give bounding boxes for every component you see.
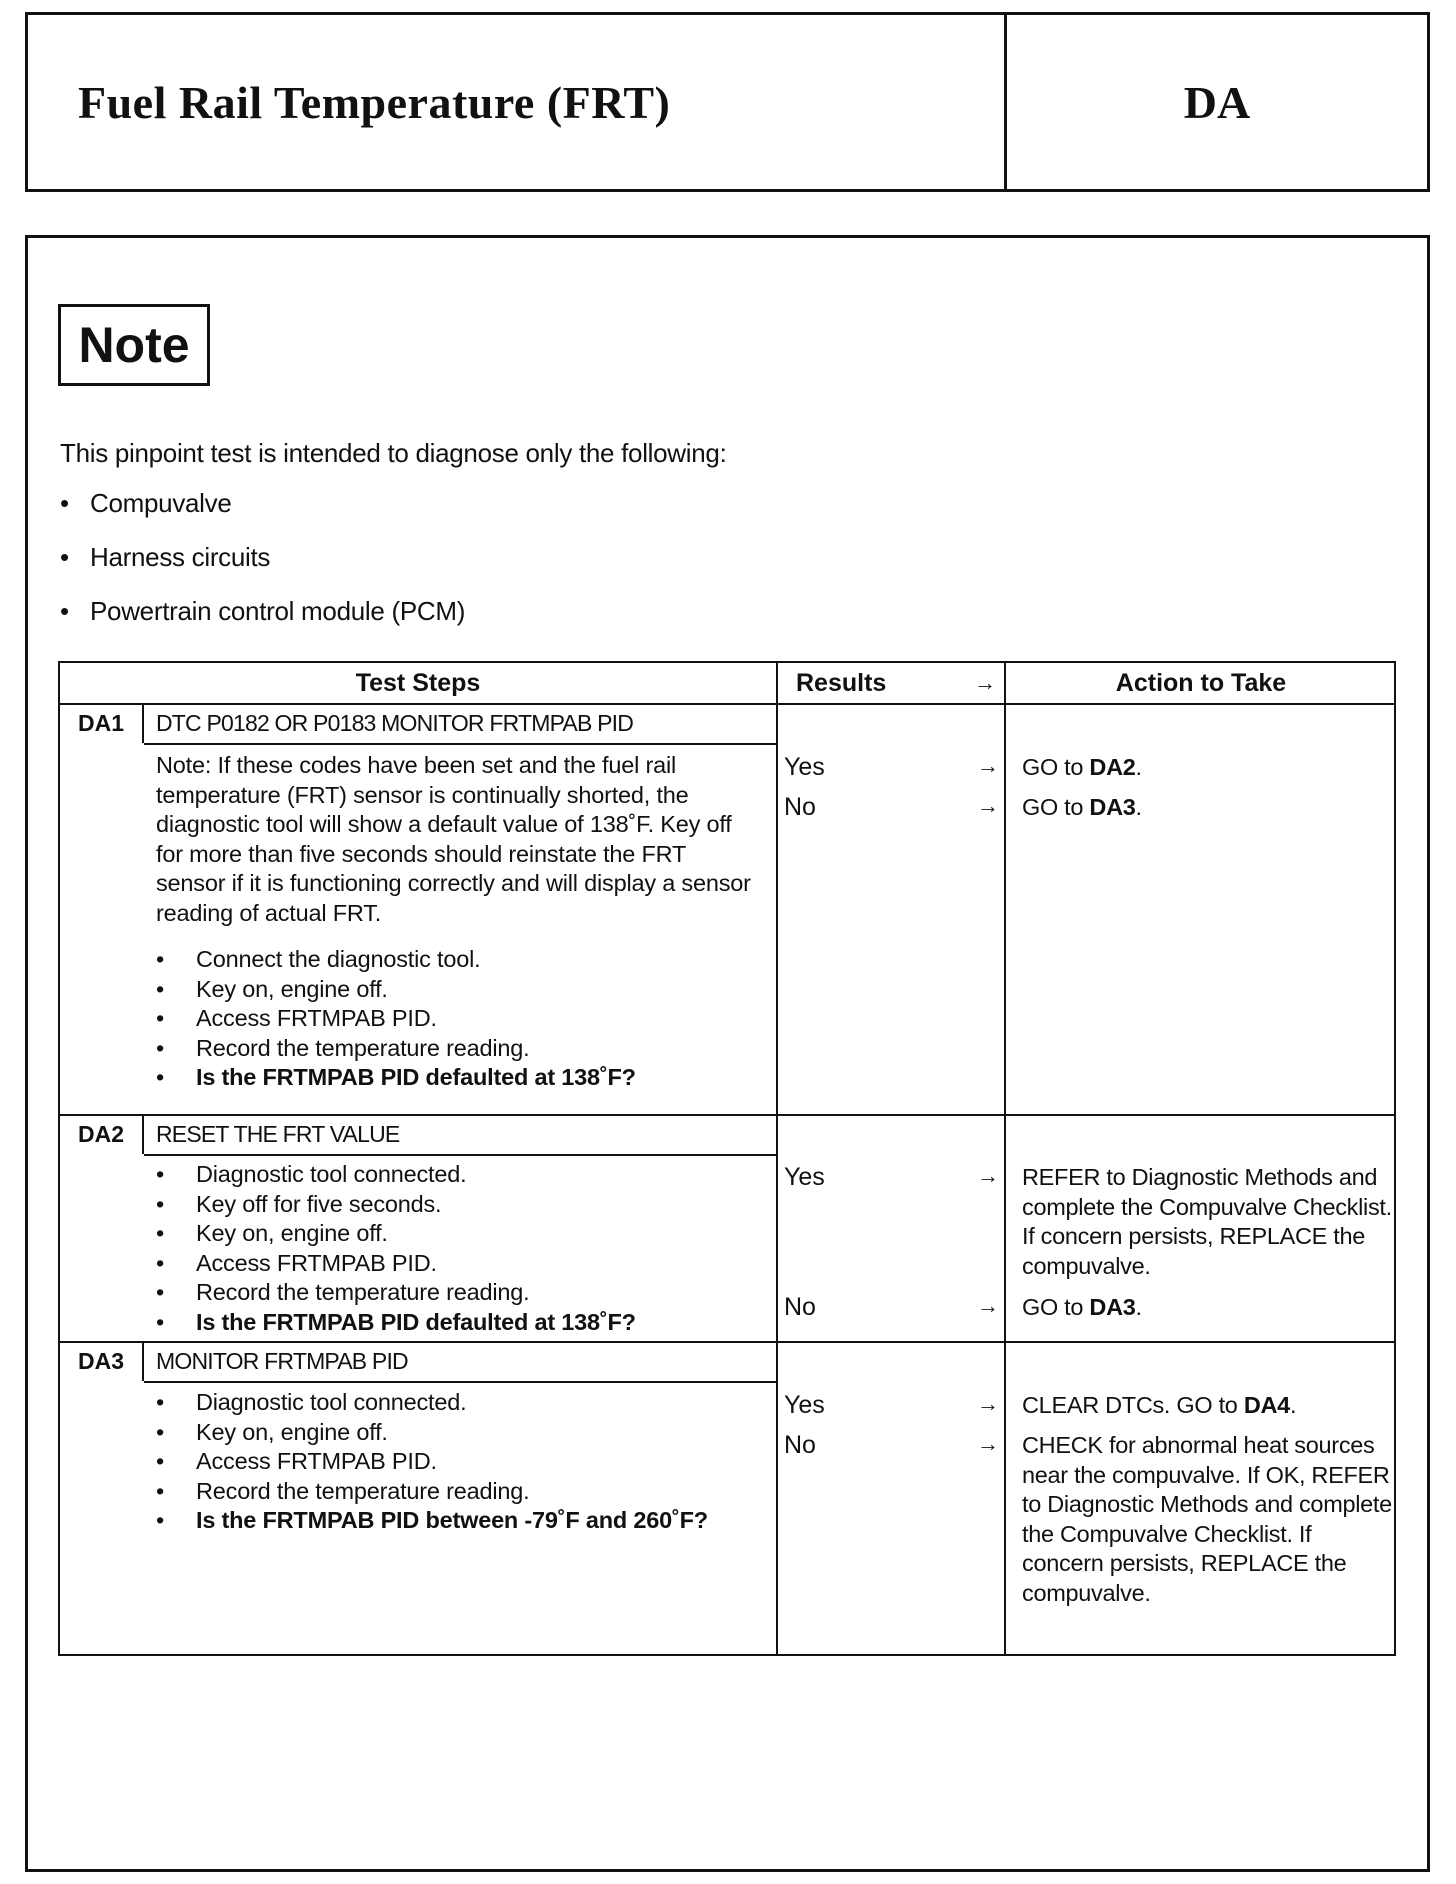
action-text: GO to DA3.: [1022, 1294, 1142, 1320]
action-text: CLEAR DTCs. GO to DA4.: [1022, 1392, 1297, 1418]
arrow-icon: →: [977, 753, 999, 778]
step-question: Is the FRTMPAB PID between -79˚F and 260˚F?: [196, 1507, 708, 1533]
header-test-steps: Test Steps: [355, 668, 481, 697]
content-panel: [25, 235, 1430, 1872]
arrow-icon: →: [977, 1431, 999, 1456]
list-item: [156, 1063, 756, 1093]
bullet-icon: •: [156, 1507, 165, 1533]
arrow-icon: →: [974, 670, 996, 695]
step-id: DA3: [60, 1341, 144, 1381]
list-item: • Key on, engine off.: [156, 975, 756, 1005]
note-badge: Note: [58, 304, 210, 386]
action-text: GO to DA3.: [1022, 794, 1142, 820]
bullet-icon: •: [156, 1249, 165, 1276]
result-yes: Yes →: [784, 1163, 999, 1191]
step-question: Is the FRTMPAB PID defaulted at 138˚F?: [196, 1064, 636, 1090]
arrow-icon: →: [977, 1391, 999, 1416]
list-item: • Key on, engine off.: [156, 1418, 756, 1448]
intro-text: This pinpoint test is intended to diagnose only the following:: [60, 438, 727, 468]
bullet-icon: •: [60, 488, 69, 518]
row-divider: [144, 743, 776, 745]
list-item: • Record the temperature reading.: [156, 1034, 756, 1064]
step-reference: DA3: [1089, 794, 1136, 820]
bullet-icon: •: [156, 1034, 165, 1061]
action-text: REFER to Diagnostic Methods and complete the Compuvalve Checklist. If concern persists, REPLACE the compuvalve.: [1022, 1164, 1392, 1279]
bullet-icon: •: [156, 1220, 165, 1246]
list-item: • Key off for five seconds.: [156, 1190, 756, 1220]
row-divider: [144, 1381, 776, 1383]
page-header: [25, 12, 1430, 192]
result-yes: Yes →: [784, 753, 999, 781]
list-item: • Diagnostic tool connected.: [156, 1388, 756, 1418]
step-title: RESET THE FRT VALUE: [156, 1120, 400, 1147]
list-item: • Diagnostic tool connected.: [156, 1160, 756, 1190]
step-title: DTC P0182 OR P0183 MONITOR FRTMPAB PID: [156, 709, 634, 736]
arrow-icon: →: [977, 1163, 999, 1188]
bullet-icon: •: [156, 1161, 165, 1187]
bullet-icon: •: [156, 1477, 165, 1504]
list-item: • Key on, engine off.: [156, 1219, 756, 1249]
header-action: Action to Take: [1115, 668, 1287, 697]
list-item: • Powertrain control module (PCM): [60, 596, 466, 626]
bullet-icon: •: [156, 975, 165, 1002]
bullet-icon: •: [60, 542, 69, 572]
list-item: • Harness circuits: [60, 542, 271, 572]
test-steps-table: [58, 661, 1396, 1656]
arrow-icon: →: [977, 793, 999, 818]
list-item: • Connect the diagnostic tool.: [156, 945, 756, 975]
result-no: No →: [784, 1431, 999, 1459]
column-divider: [776, 663, 778, 1654]
bullet-icon: •: [156, 1279, 165, 1305]
step-instructions: [156, 945, 756, 1093]
result-yes: Yes →: [784, 1391, 999, 1419]
section-code: DA: [1183, 76, 1251, 128]
result-no: No →: [784, 793, 999, 821]
step-reference: DA3: [1089, 1294, 1136, 1320]
bullet-icon: •: [156, 1418, 165, 1445]
list-item: • Access FRTMPAB PID.: [156, 1447, 756, 1477]
bullet-icon: •: [156, 1064, 165, 1090]
row-divider: [144, 1154, 776, 1156]
list-item: • Record the temperature reading.: [156, 1278, 756, 1308]
action-text: CHECK for abnormal heat sources near the compuvalve. If OK, REFER to Diagnostic Methods and complete the Compuvalve Checklist. If concern persists, REPLACE the compuvalve.: [1022, 1432, 1392, 1606]
step-reference: DA2: [1089, 754, 1136, 780]
step-id: DA1: [60, 703, 144, 743]
action-text: GO to DA2.: [1022, 754, 1142, 780]
bullet-icon: •: [60, 596, 69, 626]
bullet-icon: •: [156, 1448, 165, 1474]
list-item: • Compuvalve: [60, 488, 232, 518]
page-title: Fuel Rail Temperature (FRT): [28, 15, 1007, 189]
list-item: • Record the temperature reading.: [156, 1477, 756, 1507]
scope-list: [60, 488, 465, 650]
step-note: Note: If these codes have been set and the fuel rail temperature (FRT) sensor is continually shorted, the diagnostic tool will show a default value of 138˚F. Key off for more than five seconds should reinstate the FRT sensor if it is functioning correctly and will display a sensor reading of actual FRT.: [156, 752, 751, 926]
header-results: Results →: [796, 668, 996, 697]
bullet-icon: •: [156, 946, 165, 972]
list-item: • Access FRTMPAB PID.: [156, 1249, 756, 1279]
bullet-icon: •: [156, 1005, 165, 1031]
step-title: MONITOR FRTMPAB PID: [156, 1347, 408, 1374]
step-id: DA2: [60, 1114, 144, 1154]
result-no: No →: [784, 1293, 999, 1321]
arrow-icon: →: [977, 1293, 999, 1318]
step-instructions: [156, 1388, 756, 1536]
step-reference: DA4: [1243, 1392, 1290, 1418]
list-item: • Access FRTMPAB PID.: [156, 1004, 756, 1034]
list-item: [156, 1308, 756, 1338]
column-divider: [1004, 663, 1006, 1654]
step-instructions: [156, 1160, 756, 1337]
bullet-icon: •: [156, 1190, 165, 1217]
bullet-icon: •: [156, 1308, 165, 1335]
list-item: [156, 1506, 756, 1536]
bullet-icon: •: [156, 1389, 165, 1415]
step-question: Is the FRTMPAB PID defaulted at 138˚F?: [196, 1308, 636, 1335]
